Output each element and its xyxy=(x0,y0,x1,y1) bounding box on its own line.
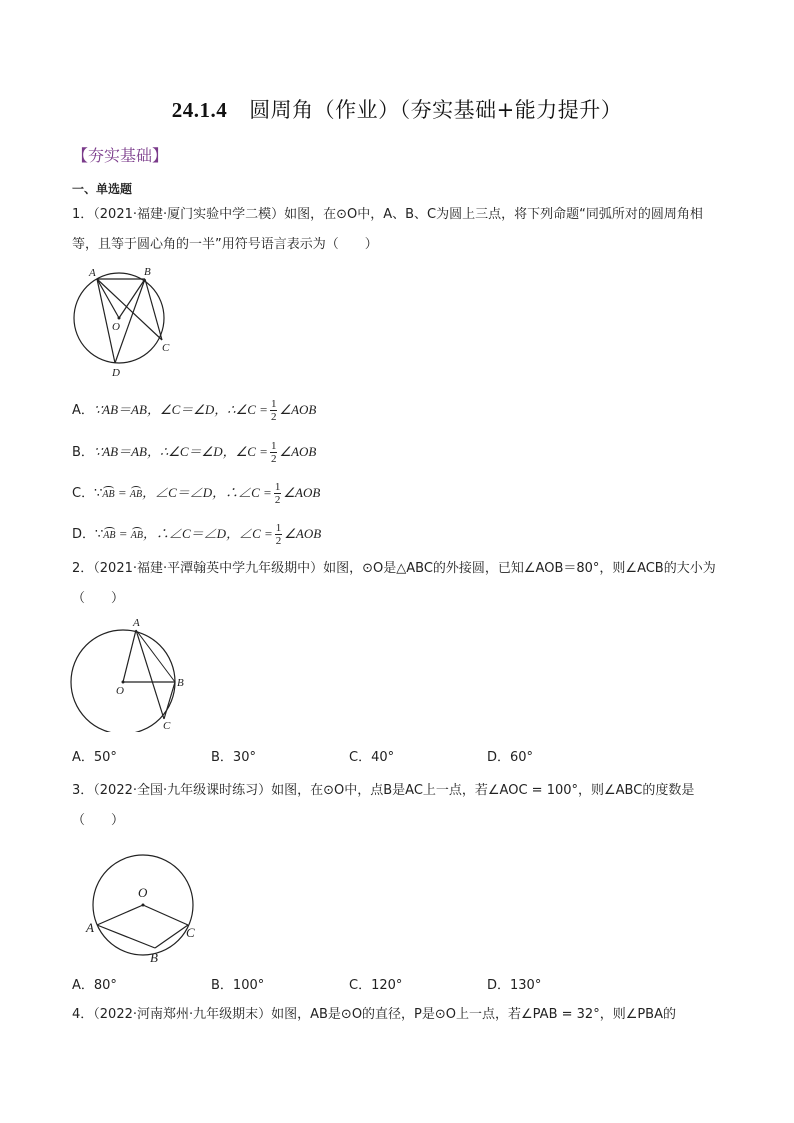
title-number: 24.1.4 xyxy=(171,98,228,122)
q3-center-dot xyxy=(142,904,145,907)
q3-choice-b[interactable]: B．100° xyxy=(211,978,265,993)
q2-radius-oa xyxy=(123,630,136,682)
q1-label-c: C xyxy=(162,342,170,354)
q2-label-b: B xyxy=(177,677,184,689)
q3-choice-d[interactable]: D．130° xyxy=(487,978,542,993)
q3-label-o: O xyxy=(138,885,148,900)
section-label: 【夯实基础】 xyxy=(72,146,169,165)
page-title xyxy=(0,94,794,124)
q1-label-a: A xyxy=(89,267,96,279)
q2-choice-d[interactable]: D．60° xyxy=(487,750,534,765)
q2-choice-c[interactable]: C．40° xyxy=(349,750,395,765)
question-4-stem: 4．（2022·河南郑州·九年级期末）如图，AB是⊙O的直径，P是⊙O上一点，若∠PAB = 32°，则∠PBA的 xyxy=(72,1007,676,1022)
question-1-stem: 1．（2021·福建·厦门实验中学二模）如图，在⊙O中，A、B、C为圆上三点，将下列命题“同弧所对的圆周角相等，且等于圆心角的一半”用符号语言表示为（ ） xyxy=(72,207,703,252)
subsection-heading: 一、单选题 xyxy=(72,182,133,196)
q3-choice-c[interactable]: C．120° xyxy=(349,978,403,993)
q3-radius-oc xyxy=(143,905,188,925)
title-text: 圆周角（作业）（夯实基础+能力提升） xyxy=(249,98,623,122)
q1-option-a[interactable]: A．∵AB＝AB，∠C＝∠D，∴∠C = $\frac{1}{2}$ ∠AOB xyxy=(72,398,317,423)
q2-label-c: C xyxy=(163,720,171,732)
q2-choice-b[interactable]: B．30° xyxy=(211,750,256,765)
q3-label-b: B xyxy=(150,950,158,965)
question-3-stem: 3．（2022·全国·九年级课时练习）如图，在⊙O中，点B是AC上一点，若∠AOC = 100°，则∠ABC的度数是（ ） xyxy=(72,783,695,828)
question-1-figure xyxy=(68,262,188,384)
q2-label-a: A xyxy=(133,617,140,629)
q3-label-c: C xyxy=(186,925,195,940)
q3-chord-cb xyxy=(155,925,188,948)
q2-choice-a[interactable]: A．50° xyxy=(72,750,117,765)
q3-radius-oa xyxy=(97,905,143,925)
q2-center-dot xyxy=(122,681,125,684)
q1-label-b: B xyxy=(144,266,151,278)
q1-option-b[interactable]: B．∵AB＝AB，∴∠C＝∠D，∠C = $\frac{1}{2}$ ∠AOB xyxy=(72,440,317,465)
q2-label-o: O xyxy=(116,685,124,697)
q3-label-a: A xyxy=(86,920,94,935)
q2-chord-bc xyxy=(164,682,175,719)
q1-chord-bc xyxy=(145,279,162,340)
q3-choice-a[interactable]: A．80° xyxy=(72,978,117,993)
q3-chord-ab xyxy=(97,925,155,948)
q1-radius-oa xyxy=(97,279,119,318)
q1-label-d: D xyxy=(112,367,120,379)
q1-option-c[interactable]: C．∵AB = AB，∠C＝∠D，∴∠C = $\frac{1}{2}$ ∠AOB xyxy=(72,481,321,506)
q2-chord-ab xyxy=(136,630,175,682)
q1-label-o: O xyxy=(112,321,120,333)
question-2-stem: 2．（2021·福建·平潭翰英中学九年级期中）如图，⊙O是△ABC的外接圆，已知∠AOB＝80°，则∠ACB的大小为（ ） xyxy=(72,561,716,606)
question-2-figure xyxy=(66,616,196,732)
q1-option-d[interactable]: D．∵AB = AB，∴∠C＝∠D，∠C = $\frac{1}{2}$ ∠AOB xyxy=(72,522,322,547)
q2-chord-ac xyxy=(136,630,164,719)
question-3-figure xyxy=(80,852,200,968)
q1-center-dot xyxy=(118,317,121,320)
